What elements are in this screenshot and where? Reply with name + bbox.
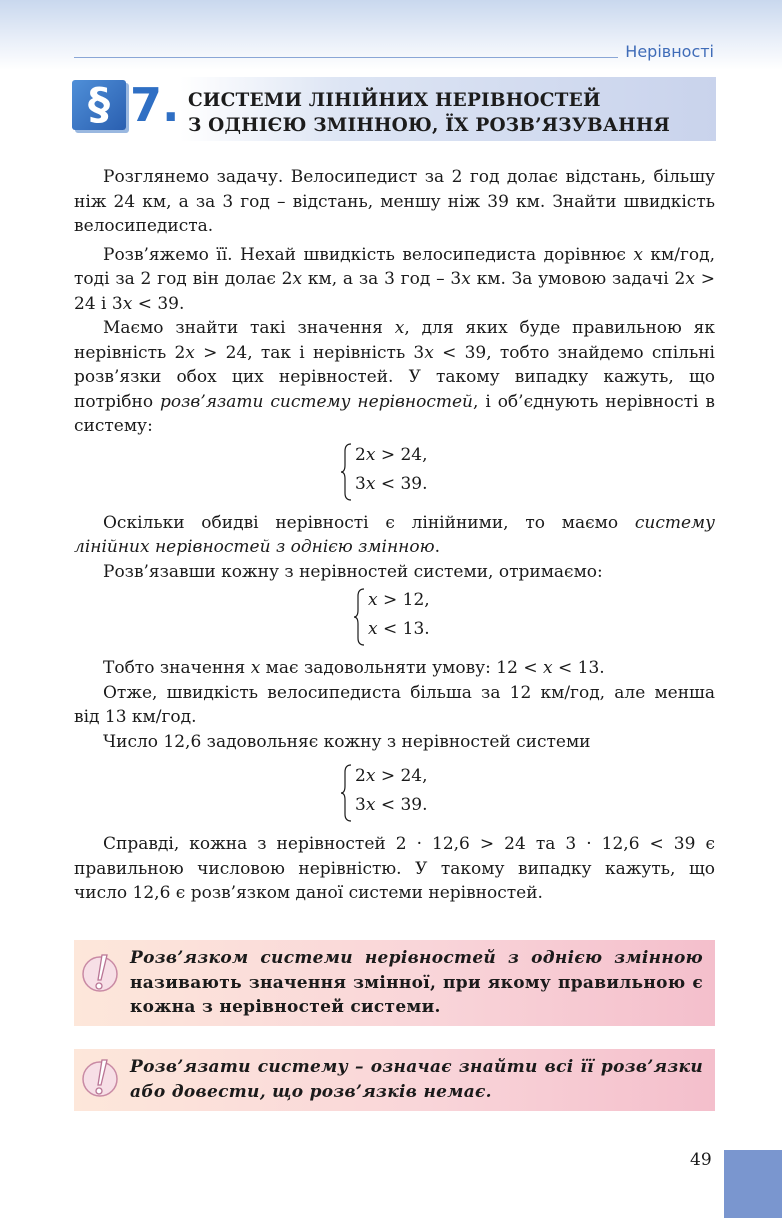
paragraph-6: Тобто значення x має задовольняти умову: 12 < x < 13.	[103, 658, 605, 678]
section-title-line2: З ОДНІЄЮ ЗМІННОЮ, ЇХ РОЗВ’ЯЗУВАННЯ	[188, 115, 671, 136]
system-3-line-1: 2x > 24,	[355, 766, 428, 786]
running-head: Нерівності	[625, 42, 714, 61]
exclamation-icon	[80, 950, 120, 994]
paragraph-8: Число 12,6 задовольняє кожну з нерівностей системи	[103, 731, 591, 752]
section-symbol-badge: §	[72, 80, 126, 130]
section-title-line1: СИСТЕМИ ЛІНІЙНИХ НЕРІВНОСТЕЙ	[188, 90, 601, 111]
system-3-line-2: 3x < 39.	[355, 795, 428, 815]
inequality-system-1	[341, 443, 481, 503]
exclamation-icon	[80, 1055, 120, 1099]
corner-block	[724, 1150, 782, 1218]
section-number: 7.	[130, 78, 180, 132]
rule-text: Розв’язати систему – означає знайти всі її розв’язки або довести, що розв’язків немає.	[130, 1057, 703, 1102]
inequality-system-3	[341, 764, 481, 824]
definition-box	[74, 940, 715, 1026]
definition-text: Розв’язком системи нерівностей з однією змінною називають значення змінної, при якому правильною є кожна з нерівностей системи.	[130, 948, 703, 1017]
page-number: 49	[690, 1150, 712, 1170]
brace-icon	[341, 764, 353, 822]
system-2-line-1: x > 12,	[368, 590, 430, 610]
paragraph-1: Розглянемо задачу. Велосипедист за 2 год долає відстань, більшу ніж 24 км, а за 3 год – відстань, меншу ніж 39 км. Знайти швидкість велосипедиста.	[74, 167, 715, 236]
system-2-line-2: x < 13.	[368, 619, 430, 639]
brace-icon	[341, 443, 353, 501]
brace-icon	[354, 588, 366, 646]
paragraph-9: Справді, кожна з нерівностей 2 · 12,6 > 24 та 3 · 12,6 < 39 є правильною числовою нерівністю. У такому випадку кажуть, що число 12,6 є розв’язком даної системи нерівностей.	[74, 834, 715, 903]
section-title	[188, 88, 670, 138]
system-1-line-1: 2x > 24,	[355, 444, 428, 465]
paragraph-7: Отже, швидкість велосипедиста більша за 12 км/год, але менша від 13 км/год.	[74, 682, 715, 727]
definition-term: Розв’язком системи нерівностей з однією змінною	[130, 948, 703, 968]
paragraph-4: Оскільки обидві нерівності є лінійними, то маємо систему лінійних нерівностей з однією змінною.	[74, 512, 715, 557]
system-1-line-2: 3x < 39.	[355, 473, 428, 494]
paragraph-5: Розв’язавши кожну з нерівностей системи, отримаємо:	[103, 561, 603, 582]
header-rule	[74, 57, 618, 58]
main-text	[74, 165, 715, 906]
paragraph-3: Маємо знайти такі значення x, для яких буде правильною як нерівність 2x > 24, так і нерівність 3x < 39, тобто знайдемо спільні розв’язки обох цих нерівностей. У такому випадку кажуть, що потрібно розв’язати систему нерівностей, і об’єднують нерівності в систему:	[74, 318, 715, 436]
inequality-system-2	[354, 588, 494, 648]
paragraph-2: Розв’яжемо її. Нехай швидкість велосипедиста дорівнює x км/год, тоді за 2 год він долає 2x км, а за 3 год – 3x км. За умовою задачі 2x > 24 і 3x < 39.	[74, 244, 715, 314]
rule-box	[74, 1049, 715, 1111]
